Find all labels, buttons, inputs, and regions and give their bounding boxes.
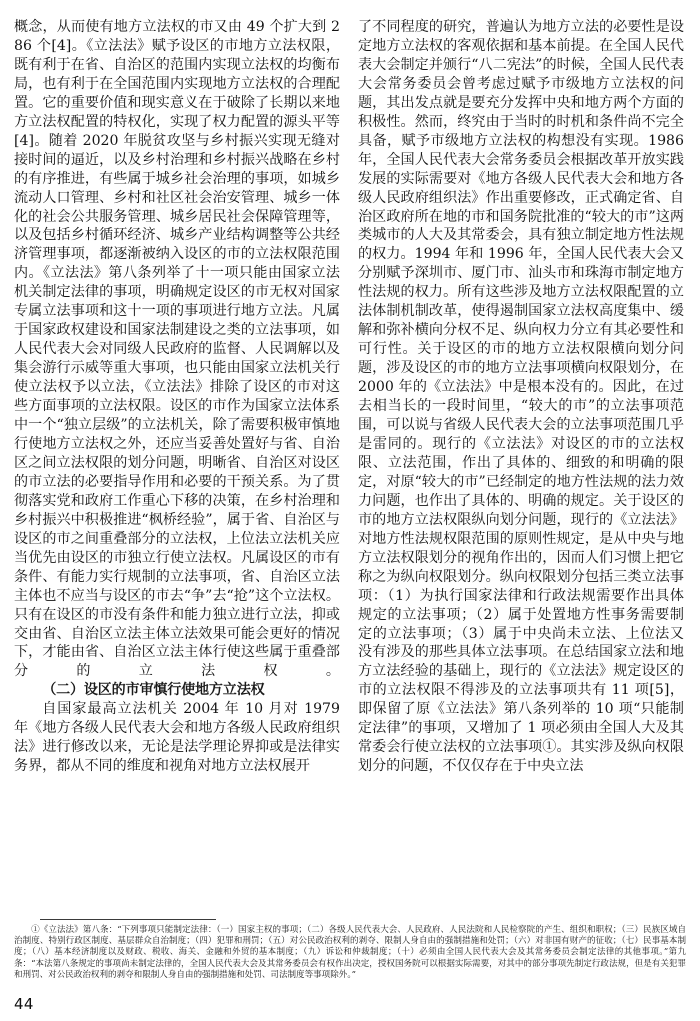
left-column-paragraph-1: 概念，从而使有地方立法权的市又由 49 个扩大到 286 个[4]。《立法法》赋予设区的市地方立法权限，既有利于在省、自治区的范围内实现立法权的均衡布局，也有利于在全国范围内实现地方立法权的合理配置。它的重要价值和现实意义在于破除了长期以来地方立法权配置的特权化，实现了权力配置的源头平等[4]。随着 2020 年脱贫攻坚与乡村振兴实现无缝对接时间的逼近，以及乡村治理和乡村振兴战略在乡村的有序推进，有些属于城乡社会治理的事项，如城乡流动人口管理、乡村和社区社会治安管理、城乡一体化的社会公共服务管理、城乡居民社会保障管理等，以及包括乡村循环经济、城乡产业结构调整等公共经济管理事项，都逐渐被纳入设区的市的立法权限范围内。《立法法》第八条列举了十一项只能由国家立法机关制定法律的事项，明确规定设区的市无权对国家专属立法事项和这十一项的事项进行地方立法。凡属于国家政权建设和国家法制建设之类的立法事项，如人民代表大会对同级人民政府的监督、人民调解以及集会游行示威等重大事项，也只能由国家立法机关行使立法权予以立法，《立法法》排除了设区的市对这些方面事项的立法权限。设区的市作为国家立法体系中一个“独立层级”的立法机关，除了需要积极审慎地行使地方立法权之外，还应当妥善处置好与省、自治区之间立法权限的划分问题，明晰省、自治区对设区的市立法的必要指导作用和必要的干预关系。为了贯彻落实党和政府工作重心下移的决策，在乡村治理和乡村振兴中积极推进“枫桥经验”，属于省、自治区与设区的市之间重叠部分的立法权，上位法立法机关应当优先由设区的市独立行使立法权。凡属设区的市有条件、有能力实行规制的立法事项，省、自治区立法主体也不应当与设区的市去“争”去“抢”这个立法权。只有在设区的市没有条件和能力独立进行立法，抑或交由省、自治区立法主体立法效果可能会更好的情况下，才能由省、自治区立法主体行使这些属于重叠部分的立法权。 [14,19,340,680]
left-column [14,18,340,776]
footnote-area [14,919,686,981]
section-heading: （二）设区的市审慎行使地方立法权 [42,682,265,699]
right-column [358,18,684,776]
page-number: 44 [14,995,34,1013]
two-column-body [14,18,686,776]
footnote-separator-rule [40,919,216,920]
right-column-paragraph-1: 了不同程度的研究，普遍认为地方立法的必要性是设定地方立法权的客观依据和基本前提。在全国人民代表大会制定并颁行“八二宪法”的时候，全国人民代表大会常务委员会曾考虑过赋予市级地方立法权的问题，其出发点就是要充分发挥中央和地方两个方面的积极性。然而，终究由于当时的时机和条件尚不完全具备，赋予市级地方立法权的构想没有实现。1986 年，全国人民代表大会常务委员会根据改革开放实践发展的实际需要对《地方各级人民代表大会和地方各级人民政府组织法》作出重要修改，正式确定省、自治区政府所在地的市和国务院批准的“较大的市”这两类城市的人大及其常委会，具有独立制定地方性法规的权力。1994 年和 1996 年，全国人民代表大会又分别赋予深圳市、厦门市、汕头市和珠海市制定地方性法规的权力。所有这些涉及地方立法权限配置的立法体制机制改革，使得遏制国家立法权高度集中、缓解和弥补横向分权不足、纵向权力分立有其必要性和可行性。关于设区的市的地方立法权限横向划分问题，涉及设区的市的地方立法事项横向权限划分，在 2000 年的《立法法》中是根本没有的。因此，在过去相当长的一段时间里，“较大的市”的立法事项范围，可以说与省级人民代表大会的立法事项范围几乎是雷同的。现行的《立法法》对设区的市的立法权限、立法范围，作出了具体的、细致的和明确的限定，对原“较大的市”已经制定的地方性法规的法力效力问题，也作出了具体的、明确的规定。关于设区的市的地方立法权限纵向划分问题，现行的《立法法》对地方性法规权限范围的原则性规定，是从中央与地方立法权限划分的视角作出的，因而人们习惯上把它称之为纵向权限划分。纵向权限划分包括三类立法事项：（1）为执行国家法律和行政法规需要作出具体规定的立法事项；（2）属于处置地方性事务需要制定的立法事项；（3）属于中央尚未立法、上位法又没有涉及的那些具体立法事项。在总结国家立法和地方立法经验的基础上，现行的《立法法》规定设区的市的立法权限不得涉及的立法事项共有 11 项[5]，即保留了原《立法法》第八条列举的 10 项“只能制定法律”的事项，又增加了 1 项必须由全国人大及其常委会行使立法权的立法事项①。其实涉及纵向权限划分的问题，不仅仅存在于中央立法 [358,19,684,775]
footnote-text: ①《立法法》第八条：“下列事项只能制定法律：（一）国家主权的事项；（二）各级人民代表大会、人民政府、人民法院和人民检察院的产生、组织和职权；（三）民族区域自治制度、特别行政区制度、基层群众自治制度；（四）犯罪和刑罚；（五）对公民政治权利的剥夺、限制人身自由的强制措施和处罚；（六）对非国有财产的征收；（七）民事基本制度；（八）基本经济制度以及财政、税收、海关、金融和外贸的基本制度；（九）诉讼和仲裁制度；（十）必须由全国人民代表大会及其常务委员会制定法律的其他事项。”第九条：“本法第八条规定的事项尚未制定法律的，全国人民代表大会及其常务委员会有权作出决定，授权国务院可以根据实际需要，对其中的部分事项先制定行政法规，但是有关犯罪和刑罚、对公民政治权利的剥夺和限制人身自由的强制措施和处罚、司法制度等事项除外。” [14,924,686,980]
left-column-paragraph-2: 自国家最高立法机关 2004 年 10 月对 1979 年《地方各级人民代表大会和地方各级人民政府组织法》进行修改以来，无论是法学理论界抑或是法律实务界，都从不同的维度和视角对地方立法权展开 [14,701,340,775]
